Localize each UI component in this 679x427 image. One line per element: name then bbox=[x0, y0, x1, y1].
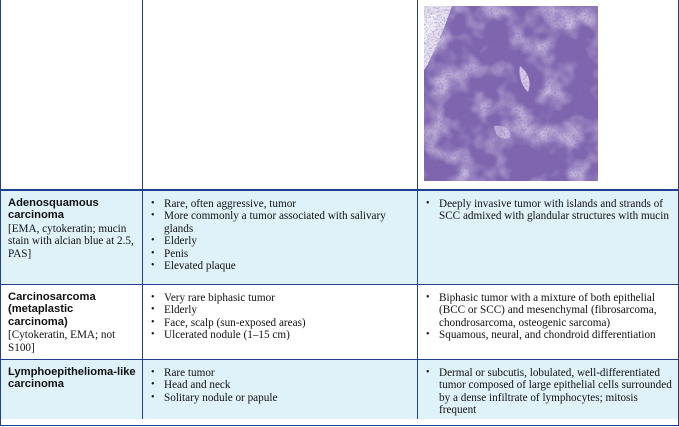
list-item: • Dermal or subcutis, lobulated, well-differentiated tumor composed of large epithelial cells surrounded by a dense infiltrate of lymphocytes; mitosis frequent bbox=[439, 367, 673, 417]
list-item: • Elderly bbox=[164, 235, 411, 247]
list-item: • Solitary nodule or papule bbox=[164, 392, 411, 404]
tumor-name: Carcinosarcoma (metaplastic carcinoma) bbox=[8, 291, 96, 328]
list-item: • Head and neck bbox=[164, 379, 411, 391]
list-item: • Elevated plaque bbox=[164, 260, 411, 272]
tumor-name: Lymphoepithelioma-like carcinoma bbox=[8, 366, 136, 391]
list-item: • Face, scalp (sun-exposed areas) bbox=[164, 317, 411, 329]
list-item: • Elderly bbox=[164, 304, 411, 316]
list-item: • Biphasic tumor with a mixture of both epithelial (BCC or SCC) and mesenchymal (fibrosarcoma, chondrosarcoma, osteogenic sarcoma) bbox=[439, 292, 673, 329]
list-item: • Rare, often aggressive, tumor bbox=[164, 198, 411, 210]
list-item: • More commonly a tumor associated with salivary glands bbox=[164, 210, 411, 235]
list-item: • Penis bbox=[164, 248, 411, 260]
list-item: • Very rare biphasic tumor bbox=[164, 292, 411, 304]
list-item: • Deeply invasive tumor with islands and strands of SCC admixed with glandular structures with mucin bbox=[439, 198, 673, 223]
list-item: • Squamous, neural, and chondroid differentiation bbox=[439, 329, 673, 341]
list-item: • Ulcerated nodule (1–15 cm) bbox=[164, 329, 411, 341]
stain-markers: [EMA, cytokeratin; mucin stain with alcian blue at 2.5, PAS] bbox=[8, 222, 134, 260]
tumor-name: Adenosquamous carcinoma bbox=[8, 197, 99, 222]
list-item: • Rare tumor bbox=[164, 367, 411, 379]
stain-markers: [Cytokeratin, EMA; not S100] bbox=[8, 329, 116, 354]
